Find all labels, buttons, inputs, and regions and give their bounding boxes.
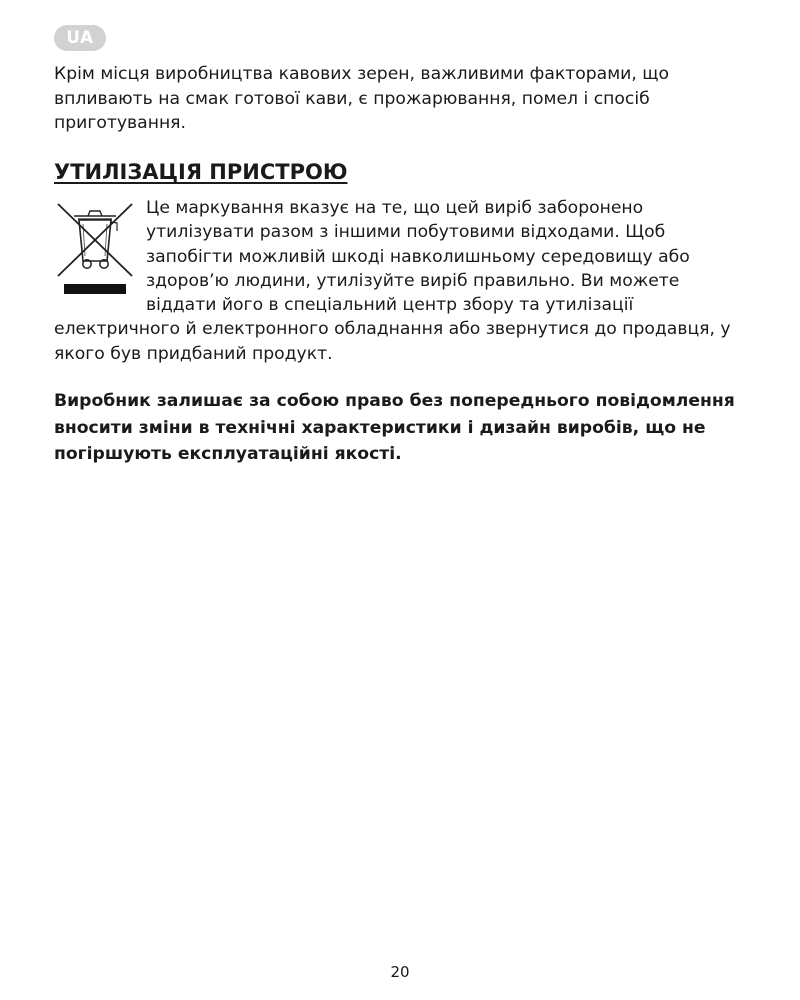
intro-paragraph: Крім місця виробництва кавових зерен, важливими факторами, що впливають на смак готової кави, є прожарювання, помел і спосіб приготування.: [54, 64, 669, 133]
page-number: 20: [390, 963, 410, 981]
crossed-out-wheelie-bin-icon: [54, 198, 136, 298]
disposal-text: Це маркування вказує на те, що цей виріб заборонено утилізувати разом з іншими побутовими відходами. Щоб запобігти можливій шкоді навколишньому середовищу або здоров’ю людини, утилізуйте виріб правильно. Ви можете віддати його в спеціальний центр збору та утилізації електричного й електронного обладнання або звернутися до продавця, у якого був придбаний продукт.: [54, 198, 731, 364]
disposal-paragraph: [54, 196, 746, 366]
language-badge: UA: [54, 25, 106, 51]
section-heading: УТИЛІЗАЦІЯ ПРИСТРОЮ: [54, 160, 348, 184]
manufacturer-notice: Виробник залишає за собою право без попереднього повідомлення вносити зміни в технічні характеристики і дизайн виробів, що не погіршують експлуатаційні якості.: [54, 391, 735, 464]
